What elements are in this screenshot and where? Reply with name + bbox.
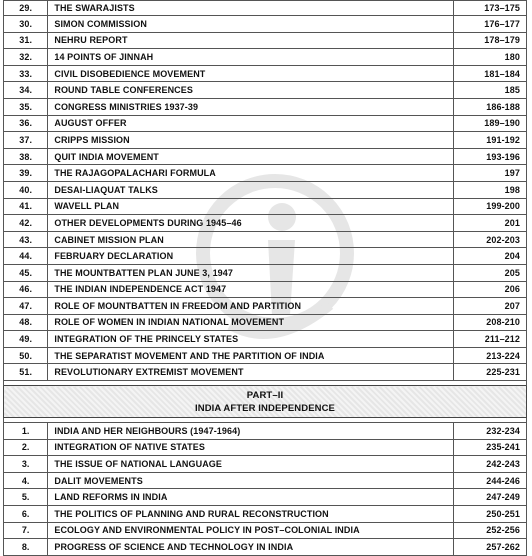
chapter-number: 32.: [4, 49, 48, 66]
chapter-title: SIMON COMMISSION: [48, 16, 453, 33]
page-range: 204: [453, 248, 526, 265]
chapter-number: 39.: [4, 165, 48, 182]
chapter-title: AUGUST OFFER: [48, 115, 453, 132]
table-row: [4, 198, 527, 215]
chapter-number: 30.: [4, 16, 48, 33]
table-row: [4, 132, 527, 149]
page-range: 257-262: [453, 539, 526, 556]
part-label: PART–II: [246, 389, 284, 401]
page-range: 205: [453, 264, 526, 281]
chapter-title: INTEGRATION OF NATIVE STATES: [48, 439, 453, 456]
page-range: 198: [453, 181, 526, 198]
table-row: [4, 472, 527, 489]
page-range: 235-241: [453, 439, 526, 456]
chapter-title: ROLE OF MOUNTBATTEN IN FREEDOM AND PARTITION: [48, 298, 453, 315]
chapter-title: ROLE OF WOMEN IN INDIAN NATIONAL MOVEMENT: [48, 314, 453, 331]
table-row: [4, 539, 527, 556]
chapter-title: INDIA AND HER NEIGHBOURS (1947-1964): [48, 423, 453, 440]
table-row: [4, 16, 527, 33]
chapter-title: QUIT INDIA MOVEMENT: [48, 148, 453, 165]
chapter-number: 50.: [4, 347, 48, 364]
chapter-number: 6.: [4, 506, 48, 523]
page-range: 211–212: [453, 331, 526, 348]
page-range: 197: [453, 165, 526, 182]
page-range: 185: [453, 82, 526, 99]
chapter-number: 46.: [4, 281, 48, 298]
chapter-number: 36.: [4, 115, 48, 132]
table-row: [4, 1, 527, 16]
chapter-title: CRIPPS MISSION: [48, 132, 453, 149]
chapter-title: DESAI-LIAQUAT TALKS: [48, 181, 453, 198]
chapter-title: OTHER DEVELOPMENTS DURING 1945–46: [48, 215, 453, 232]
page-range: 244-246: [453, 472, 526, 489]
page-range: 225-231: [453, 364, 526, 381]
chapter-number: 8.: [4, 539, 48, 556]
page-range: 173–175: [453, 1, 526, 16]
page-range: 232-234: [453, 423, 526, 440]
part2-header: [4, 381, 527, 423]
chapter-number: 41.: [4, 198, 48, 215]
chapter-title: THE RAJAGOPALACHARI FORMULA: [48, 165, 453, 182]
chapter-number: 47.: [4, 298, 48, 315]
table-row: [4, 281, 527, 298]
page-range: 189–190: [453, 115, 526, 132]
chapter-title: LAND REFORMS IN INDIA: [48, 489, 453, 506]
chapter-title: PROGRESS OF SCIENCE AND TECHNOLOGY IN INDIA: [48, 539, 453, 556]
table-row: [4, 248, 527, 265]
chapter-title: ROUND TABLE CONFERENCES: [48, 82, 453, 99]
table-row: [4, 331, 527, 348]
chapter-number: 38.: [4, 148, 48, 165]
chapter-number: 5.: [4, 489, 48, 506]
table-row: [4, 489, 527, 506]
table-row: [4, 423, 527, 440]
page-range: 199-200: [453, 198, 526, 215]
page-range: 191-192: [453, 132, 526, 149]
chapter-number: 42.: [4, 215, 48, 232]
chapter-title: THE POLITICS OF PLANNING AND RURAL RECONSTRUCTION: [48, 506, 453, 523]
chapter-number: 43.: [4, 231, 48, 248]
chapter-title: THE ISSUE OF NATIONAL LANGUAGE: [48, 456, 453, 473]
chapter-number: 4.: [4, 472, 48, 489]
table-row: [4, 439, 527, 456]
table-row: [4, 32, 527, 49]
chapter-title: THE SEPARATIST MOVEMENT AND THE PARTITION OF INDIA: [48, 347, 453, 364]
table-row: [4, 364, 527, 381]
chapter-number: 1.: [4, 423, 48, 440]
table-row: [4, 456, 527, 473]
table-row: [4, 314, 527, 331]
table-row: [4, 82, 527, 99]
chapter-number: 37.: [4, 132, 48, 149]
table-row: [4, 115, 527, 132]
chapter-title: THE INDIAN INDEPENDENCE ACT 1947: [48, 281, 453, 298]
page-range: 206: [453, 281, 526, 298]
chapter-title: REVOLUTIONARY EXTREMIST MOVEMENT: [48, 364, 453, 381]
chapter-title: THE SWARAJISTS: [48, 1, 453, 16]
page-range: 181–184: [453, 65, 526, 82]
page-range: 207: [453, 298, 526, 315]
table-row: [4, 65, 527, 82]
chapter-title: CABINET MISSION PLAN: [48, 231, 453, 248]
table-row: [4, 506, 527, 523]
page-range: 250-251: [453, 506, 526, 523]
page-range: 178–179: [453, 32, 526, 49]
table-row: [4, 165, 527, 182]
chapter-title: NEHRU REPORT: [48, 32, 453, 49]
chapter-number: 31.: [4, 32, 48, 49]
page-range: 213-224: [453, 347, 526, 364]
table-row: [4, 522, 527, 539]
page-range: 208-210: [453, 314, 526, 331]
part2-rows: [4, 423, 527, 556]
table-row: [4, 49, 527, 66]
table-row: [4, 181, 527, 198]
table-row: [4, 98, 527, 115]
chapter-number: 34.: [4, 82, 48, 99]
chapter-title: THE MOUNTBATTEN PLAN JUNE 3, 1947: [48, 264, 453, 281]
chapter-title: INTEGRATION OF THE PRINCELY STATES: [48, 331, 453, 348]
chapter-number: 33.: [4, 65, 48, 82]
contents-table: [3, 0, 527, 556]
chapter-number: 49.: [4, 331, 48, 348]
part1-rows: [4, 1, 527, 381]
part-header-cell: [4, 386, 527, 418]
chapter-number: 48.: [4, 314, 48, 331]
page-range: 186-188: [453, 98, 526, 115]
chapter-number: 3.: [4, 456, 48, 473]
table-row: [4, 298, 527, 315]
page-range: 247-249: [453, 489, 526, 506]
page-range: 176–177: [453, 16, 526, 33]
chapter-title: FEBRUARY DECLARATION: [48, 248, 453, 265]
table-row: [4, 347, 527, 364]
chapter-number: 45.: [4, 264, 48, 281]
table-row: [4, 231, 527, 248]
chapter-title: CIVIL DISOBEDIENCE MOVEMENT: [48, 65, 453, 82]
page-range: 180: [453, 49, 526, 66]
page-range: 202-203: [453, 231, 526, 248]
part-title: INDIA AFTER INDEPENDENCE: [195, 402, 335, 414]
chapter-number: 2.: [4, 439, 48, 456]
chapter-number: 29.: [4, 1, 48, 16]
chapter-number: 35.: [4, 98, 48, 115]
page-range: 193-196: [453, 148, 526, 165]
chapter-number: 44.: [4, 248, 48, 265]
chapter-title: ECOLOGY AND ENVIRONMENTAL POLICY IN POST–COLONIAL INDIA: [48, 522, 453, 539]
chapter-title: CONGRESS MINISTRIES 1937-39: [48, 98, 453, 115]
page-range: 242-243: [453, 456, 526, 473]
table-row: [4, 264, 527, 281]
chapter-number: 51.: [4, 364, 48, 381]
chapter-title: DALIT MOVEMENTS: [48, 472, 453, 489]
chapter-title: WAVELL PLAN: [48, 198, 453, 215]
table-row: [4, 215, 527, 232]
page-range: 201: [453, 215, 526, 232]
chapter-number: 7.: [4, 522, 48, 539]
page-range: 252-256: [453, 522, 526, 539]
chapter-title: 14 POINTS OF JINNAH: [48, 49, 453, 66]
table-row: [4, 148, 527, 165]
chapter-number: 40.: [4, 181, 48, 198]
